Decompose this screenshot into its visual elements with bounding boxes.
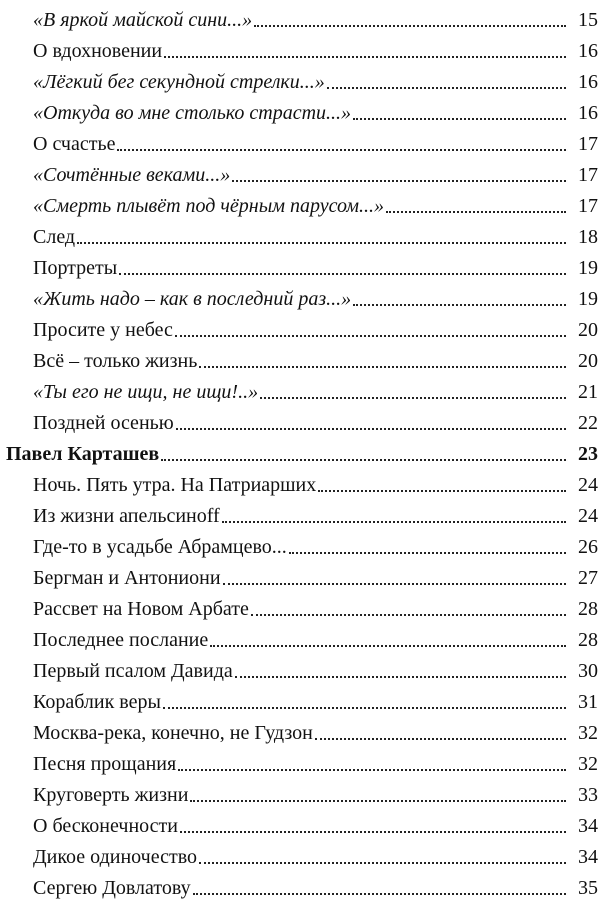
- dot-leader: [210, 645, 566, 647]
- toc-entry-page-number: 20: [578, 350, 598, 372]
- toc-entry-title: Песня прощания: [33, 753, 177, 775]
- dot-leader: [235, 676, 566, 678]
- toc-entry: [0, 310, 600, 341]
- toc-entry-title: Кораблик веры: [33, 691, 161, 713]
- dot-leader: [254, 25, 566, 27]
- dot-leader: [327, 87, 566, 89]
- toc-entry: [0, 496, 600, 527]
- dot-leader: [318, 490, 566, 492]
- toc-entry-title: Бергман и Антониони: [33, 567, 221, 589]
- dot-leader: [190, 800, 566, 802]
- toc-entry-page-number: 35: [578, 877, 598, 899]
- toc-entry-title: Портреты: [33, 257, 118, 279]
- toc-entry: [0, 558, 600, 589]
- dot-leader: [289, 552, 566, 554]
- toc-entry: [0, 124, 600, 155]
- toc-entry-page-number: 16: [578, 40, 598, 62]
- toc-entry-page-number: 31: [578, 691, 598, 713]
- dot-leader: [175, 335, 566, 337]
- toc-entry-title: Сергею Довлатову: [33, 877, 191, 899]
- toc-entry-page-number: 17: [578, 164, 598, 186]
- toc-entry-page-number: 15: [578, 9, 598, 31]
- toc-entry-title: След: [33, 226, 76, 248]
- dot-leader: [260, 397, 566, 399]
- dot-leader: [251, 614, 566, 616]
- toc-entry-page-number: 23: [578, 443, 598, 465]
- toc-entry-page-number: 28: [578, 629, 598, 651]
- toc-entry: [0, 372, 600, 403]
- toc-entry-title: Круговерть жизни: [33, 784, 189, 806]
- dot-leader: [199, 862, 566, 864]
- toc-entry-page-number: 34: [578, 815, 598, 837]
- toc-entry-title: Первый псалом Давида: [33, 660, 233, 682]
- toc-entry-title: Просите у небес: [33, 319, 173, 341]
- toc-entry-title: О счастье: [33, 133, 116, 155]
- dot-leader: [161, 459, 566, 461]
- toc-entry-page-number: 30: [578, 660, 598, 682]
- toc-entry-title: «Сочтённые веками...»: [33, 164, 231, 186]
- toc-entry: [0, 248, 600, 279]
- toc-entry: [0, 155, 600, 186]
- toc-entry-page-number: 22: [578, 412, 598, 434]
- dot-leader: [117, 149, 566, 151]
- dot-leader: [193, 893, 566, 895]
- toc-entry-title: «Жить надо – как в последний раз...»: [33, 288, 352, 310]
- toc-entry: [0, 403, 600, 434]
- toc-entry: [0, 868, 600, 899]
- toc-entry: [0, 713, 600, 744]
- toc-entry-page-number: 18: [578, 226, 598, 248]
- toc-entry-title: Ночь. Пять утра. На Патриарших: [33, 474, 317, 496]
- toc-entry-page-number: 33: [578, 784, 598, 806]
- toc-entry: [0, 0, 600, 31]
- dot-leader: [353, 304, 566, 306]
- toc-entry-page-number: 32: [578, 753, 598, 775]
- toc-entry: [0, 527, 600, 558]
- toc-entry-title: О вдохновении: [33, 40, 163, 62]
- toc-entry-title: Всё – только жизнь: [33, 350, 198, 372]
- toc-entry: [0, 93, 600, 124]
- toc-entry-page-number: 24: [578, 474, 598, 496]
- toc-entry-title: О бесконечности: [33, 815, 178, 837]
- toc-entry: [0, 279, 600, 310]
- toc-entry-title: «Смерть плывёт под чёрным парусом...»: [33, 195, 385, 217]
- toc-entry: [0, 589, 600, 620]
- dot-leader: [223, 583, 566, 585]
- toc-entry: [0, 62, 600, 93]
- toc-entry: [0, 620, 600, 651]
- toc-entry-title: Москва-река, конечно, не Гудзон: [33, 722, 313, 744]
- toc-entry-title: «Лёгкий бег секундной стрелки...»: [33, 71, 325, 93]
- toc-entry: [0, 682, 600, 713]
- dot-leader: [163, 707, 566, 709]
- toc-entry-page-number: 20: [578, 319, 598, 341]
- toc-entry-page-number: 21: [578, 381, 598, 403]
- dot-leader: [353, 118, 566, 120]
- toc-entry: [0, 806, 600, 837]
- toc-entry-title: Последнее послание: [33, 629, 209, 651]
- dot-leader: [164, 56, 566, 58]
- toc-entry: [0, 775, 600, 806]
- dot-leader: [232, 180, 566, 182]
- dot-leader: [119, 273, 566, 275]
- toc-entry-page-number: 16: [578, 102, 598, 124]
- toc-entry: [0, 465, 600, 496]
- toc-entry-page-number: 19: [578, 257, 598, 279]
- toc-entry: [0, 744, 600, 775]
- dot-leader: [176, 428, 566, 430]
- toc-author-heading: [0, 434, 600, 465]
- toc-entry: [0, 837, 600, 868]
- toc-entry-title: Павел Карташев: [6, 443, 160, 465]
- toc-entry-page-number: 17: [578, 133, 598, 155]
- toc-entry: [0, 31, 600, 62]
- toc-entry-title: Дикое одиночество: [33, 846, 198, 868]
- toc-entry: [0, 651, 600, 682]
- toc-entry-page-number: 16: [578, 71, 598, 93]
- dot-leader: [222, 521, 566, 523]
- toc-entry-title: Рассвет на Новом Арбате: [33, 598, 249, 620]
- toc-entry: [0, 186, 600, 217]
- toc-entry-title: «Откуда во мне столько страсти...»: [33, 102, 352, 124]
- toc-entry-page-number: 27: [578, 567, 598, 589]
- toc-entry-page-number: 26: [578, 536, 598, 558]
- toc-entry-page-number: 17: [578, 195, 598, 217]
- toc-entry-title: Из жизни апельсиноff: [33, 505, 220, 527]
- toc-entry-title: «Ты его не ищи, не ищи!..»: [33, 381, 259, 403]
- toc-entry: [0, 341, 600, 372]
- toc-entry-page-number: 24: [578, 505, 598, 527]
- toc-entry: [0, 217, 600, 248]
- dot-leader: [180, 831, 566, 833]
- dot-leader: [178, 769, 566, 771]
- toc-entry-title: Поздней осенью: [33, 412, 174, 434]
- dot-leader: [386, 211, 566, 213]
- toc-entry-title: Где-то в усадьбе Абрамцево...: [33, 536, 287, 558]
- toc-entry-page-number: 28: [578, 598, 598, 620]
- toc-entry-page-number: 19: [578, 288, 598, 310]
- dot-leader: [199, 366, 566, 368]
- toc-entry-page-number: 34: [578, 846, 598, 868]
- toc-entry-page-number: 32: [578, 722, 598, 744]
- toc-entry-title: «В яркой майской сини...»: [33, 9, 253, 31]
- dot-leader: [77, 242, 566, 244]
- dot-leader: [315, 738, 566, 740]
